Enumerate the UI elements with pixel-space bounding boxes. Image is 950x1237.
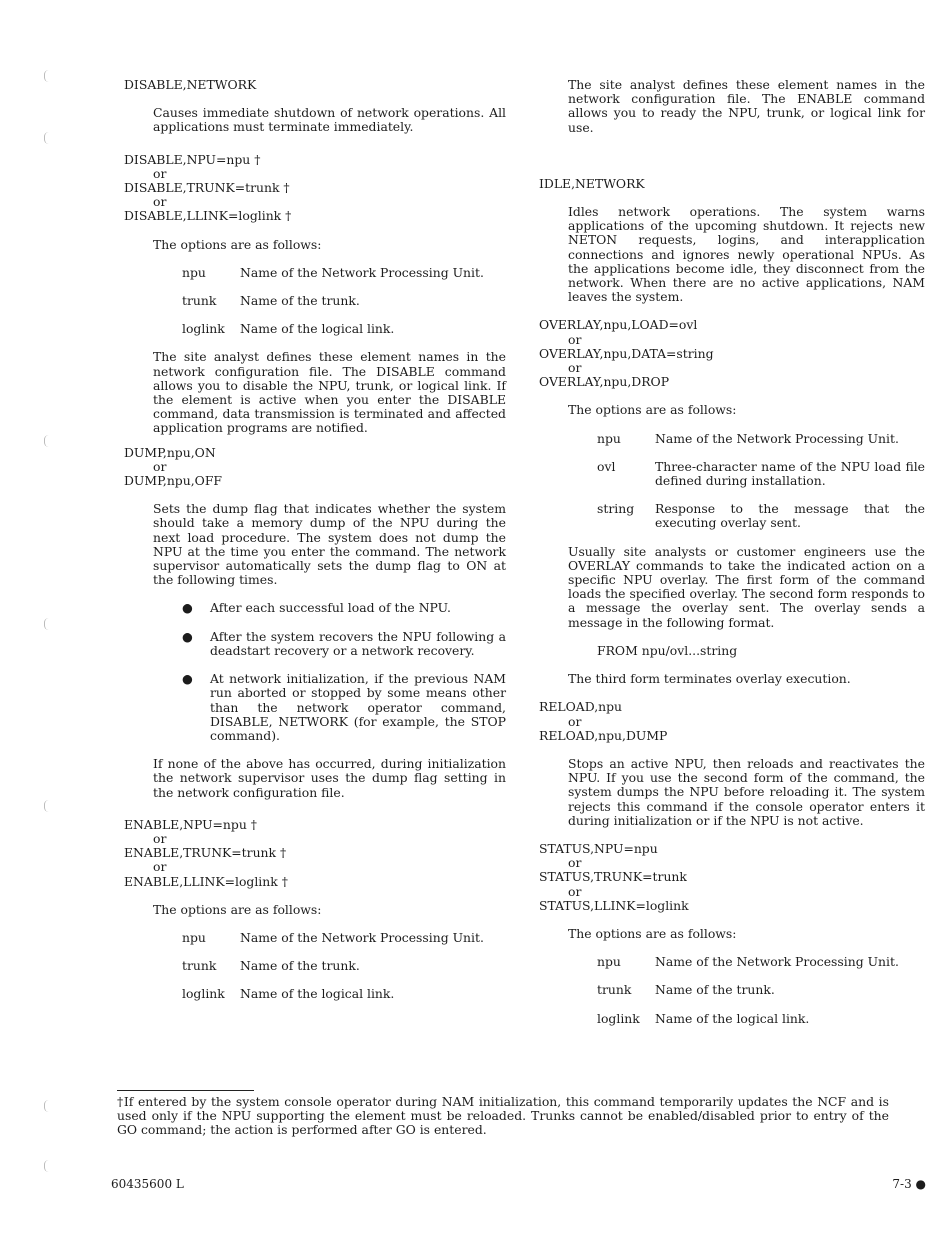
option-row: [182, 987, 506, 1001]
dump-off-command: DUMP,npu,OFF: [124, 473, 223, 489]
overlay-third-form: The third form terminates overlay execution.: [568, 671, 851, 687]
disable-npu-command: DISABLE,NPU=npu †: [124, 151, 261, 167]
reload-dump-command: RELOAD,npu,DUMP: [539, 727, 668, 743]
binding-mark: [44, 70, 53, 82]
or-label: or: [153, 830, 167, 846]
options-intro: The options are as follows:: [153, 901, 322, 917]
option-key: string: [597, 501, 635, 517]
option-row: [182, 931, 506, 945]
bullet-text: At network initialization, if the previous NAM run aborted or stopped by some means other than the network operator command, DISABLE, NETWORK (for example, the STOP command).: [210, 671, 506, 743]
bullet-dot-icon: ●: [182, 628, 193, 644]
bullet-item: [182, 630, 506, 658]
binding-mark: [44, 1160, 53, 1172]
disable-trunk-command: DISABLE,TRUNK=trunk †: [124, 180, 290, 196]
status-llink-command: STATUS,LLINK=loglink: [539, 897, 689, 913]
option-value: Name of the trunk.: [240, 958, 360, 974]
disable-element-description: The site analyst defines these element names in the network configuration file. The DISABLE command allows you to disable the NPU, trunk, or logical link. If the element is active when you enter the DISABLE command, data transmission is terminated and affected application programs are notified.: [153, 349, 506, 436]
option-value: Three-character name of the NPU load file defined during installation.: [655, 458, 925, 489]
enable-llink-command: ENABLE,LLINK=loglink †: [124, 873, 288, 889]
bullet-dot-icon: ●: [182, 600, 193, 616]
binding-mark: [44, 618, 53, 630]
option-row: [597, 983, 925, 997]
option-key: npu: [182, 929, 206, 945]
option-value: Name of the Network Processing Unit.: [655, 430, 899, 446]
option-value: Name of the logical link.: [240, 986, 395, 1002]
or-label: or: [568, 360, 582, 376]
option-value: Name of the trunk.: [240, 293, 360, 309]
option-key: ovl: [597, 458, 616, 474]
option-key: trunk: [182, 293, 217, 309]
option-key: trunk: [597, 982, 632, 998]
reload-description: Stops an active NPU, then reloads and reactivates the NPU. If you use the second form of the command, the system dumps the NPU before reloading it. The system rejects this command if the console operator enters it during initialization or if the NPU is not active.: [568, 755, 925, 828]
options-intro: The options are as follows:: [568, 925, 737, 941]
option-row: [597, 460, 925, 488]
option-value: Name of the Network Processing Unit.: [655, 954, 899, 970]
or-label: or: [153, 165, 167, 181]
option-value: Response to the message that the executing overlay sent.: [655, 501, 925, 531]
or-label: or: [153, 458, 167, 474]
footnote-rule: [117, 1090, 254, 1091]
enable-description: The site analyst defines these element names in the network configuration file. The ENABLE command allows you to ready the NPU, trunk, or logical link for use.: [568, 77, 925, 135]
dump-after-text: If none of the above has occurred, during initialization the network supervisor uses the dump flag setting in the network configuration file.: [153, 756, 506, 800]
bullet-item: [182, 672, 506, 743]
option-value: Name of the trunk.: [655, 982, 775, 998]
option-row: [597, 955, 925, 969]
binding-mark: [44, 132, 53, 144]
option-value: Name of the Network Processing Unit.: [240, 264, 484, 280]
left-column: [124, 78, 506, 1002]
option-row: [597, 1012, 925, 1026]
option-key: loglink: [182, 321, 225, 337]
option-row: [182, 959, 506, 973]
option-value: Name of the logical link.: [655, 1010, 810, 1026]
status-npu-command: STATUS,NPU=npu: [539, 840, 658, 856]
overlay-description: Usually site analysts or customer engineers use the OVERLAY commands to take the indicated action on a specific NPU overlay. The first form of the command loads the specified overlay. The second form responds to a message the overlay sent. The overlay sends a message in the following format.: [568, 543, 925, 630]
or-label: or: [153, 859, 167, 875]
status-trunk-command: STATUS,TRUNK=trunk: [539, 869, 687, 885]
bullet-text: After each successful load of the NPU.: [210, 600, 451, 616]
option-key: npu: [597, 430, 621, 446]
option-value: Name of the Network Processing Unit.: [240, 929, 484, 945]
binding-mark: [44, 800, 53, 812]
options-intro: The options are as follows:: [568, 402, 737, 418]
overlay-data-command: OVERLAY,npu,DATA=string: [539, 345, 714, 361]
publication-number: 60435600 L: [111, 1177, 184, 1191]
enable-trunk-command: ENABLE,TRUNK=trunk †: [124, 845, 287, 861]
option-key: trunk: [182, 958, 217, 974]
or-label: or: [568, 331, 582, 347]
binding-mark: [44, 1100, 53, 1112]
option-row: [182, 266, 506, 280]
bullet-dot-icon: ●: [182, 671, 193, 687]
bullet-item: [182, 601, 506, 615]
disable-network-description: Causes immediate shutdown of network operations. All applications must terminate immediately.: [153, 105, 506, 135]
option-row: [182, 322, 506, 336]
right-column: [539, 78, 925, 1026]
bullet-text: After the system recovers the NPU following a deadstart recovery or a network recovery.: [210, 628, 506, 658]
overlay-load-command: OVERLAY,npu,LOAD=ovl: [539, 317, 698, 333]
option-key: npu: [182, 264, 206, 280]
option-row: [597, 432, 925, 446]
dump-description: Sets the dump flag that indicates whether the system should take a memory dump of the NPU during the next load procedure. The system does not dump the NPU at the time you enter the command. The network supervisor automatically sets the dump flag to ON at the following times.: [153, 501, 506, 588]
option-value: Name of the logical link.: [240, 321, 395, 337]
idle-description: Idles network operations. The system warns applications of the upcoming shutdown. It rejects new NETON requests, logins, and interapplication connections and ignores newly operational NPUs. As the applications become idle, they disconnect from the network. When there are no active applications, NAM leaves the system.: [568, 204, 925, 305]
or-label: or: [568, 883, 582, 899]
overlay-message-format: FROM npu/ovl...string: [597, 642, 738, 658]
page-number: 7-3 ●: [892, 1177, 926, 1191]
overlay-drop-command: OVERLAY,npu,DROP: [539, 374, 670, 390]
idle-network-command: IDLE,NETWORK: [539, 175, 645, 191]
option-key: loglink: [597, 1010, 640, 1026]
options-intro: The options are as follows:: [153, 236, 322, 252]
option-row: [597, 502, 925, 530]
reload-command: RELOAD,npu: [539, 699, 623, 715]
or-label: or: [153, 194, 167, 210]
disable-llink-command: DISABLE,LLINK=loglink †: [124, 208, 292, 224]
or-label: or: [568, 713, 582, 729]
enable-npu-command: ENABLE,NPU=npu †: [124, 816, 257, 832]
dump-on-command: DUMP,npu,ON: [124, 444, 216, 460]
option-row: [182, 294, 506, 308]
or-label: or: [568, 855, 582, 871]
option-key: npu: [597, 954, 621, 970]
option-key: loglink: [182, 986, 225, 1002]
binding-mark: [44, 435, 53, 447]
disable-network-command: DISABLE,NETWORK: [124, 77, 257, 92]
footnote: †If entered by the system console operator during NAM initialization, this command temporarily updates the NCF and is used only if the NPU supporting the element must be reloaded. Trunks cannot be enabled/disabled prior to entry of the GO command; the action is performed after GO is entered.: [117, 1094, 889, 1138]
